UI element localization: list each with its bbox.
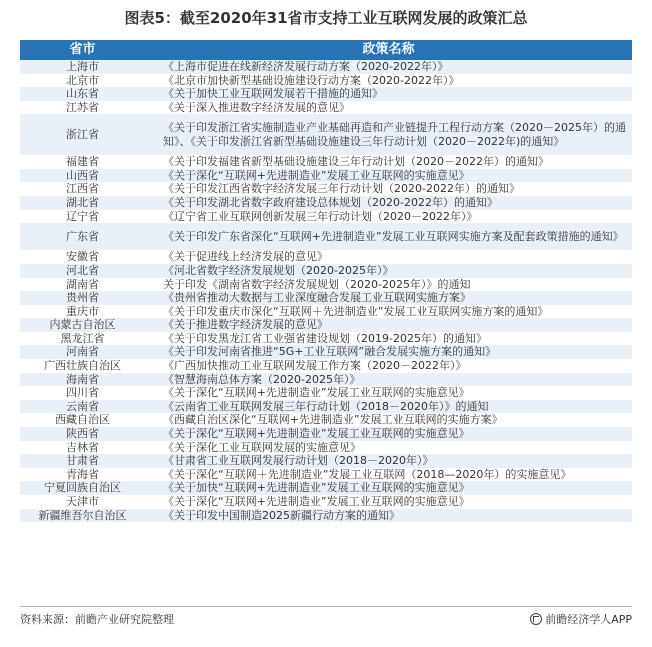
province-cell: 河北省 xyxy=(66,263,99,277)
province-cell: 山西省 xyxy=(66,168,99,182)
province-cell: 福建省 xyxy=(66,155,99,169)
province-cell: 海南省 xyxy=(66,372,99,386)
table-row xyxy=(20,291,632,305)
policy-cell: 《关于加快“互联网+先进制造业”发展工业互联网的实施意见》 xyxy=(163,481,470,495)
province-cell: 甘肃省 xyxy=(66,454,99,468)
table-row xyxy=(20,278,632,292)
table-row xyxy=(20,182,632,196)
table-row xyxy=(20,114,632,155)
province-cell: 内蒙古自治区 xyxy=(49,318,116,332)
province-cell: 辽宁省 xyxy=(66,209,99,223)
table-row xyxy=(20,400,632,414)
policy-cell: 《关于印发黑龙江省工业强省建设规划（2019-2025年）的通知》 xyxy=(163,331,487,345)
policy-cell: 《关于深化“互联网＋先进制造业”发展工业互联网（2018—2020年）的实施意见》 xyxy=(163,467,572,481)
table-row xyxy=(20,210,632,224)
table-row xyxy=(20,223,632,250)
table-row xyxy=(20,386,632,400)
table-row xyxy=(20,509,632,523)
brand-name: 前瞻经济学人APP xyxy=(545,612,632,626)
policy-cell: 《关于深化工业互联网发展的实施意见》 xyxy=(163,440,361,454)
policy-cell: 《关于深化“互联网+先进制造业”发展工业互联网的实施意见》 xyxy=(163,427,470,441)
policy-cell: 《关于印发江西省数字经济发展三年行动计划（2020-2022年）的通知》 xyxy=(163,182,520,196)
province-cell: 湖南省 xyxy=(66,277,99,291)
table-row xyxy=(20,454,632,468)
policy-cell: 《云南省工业互联网发展三年行动计划（2018－2020年）》的通知 xyxy=(163,399,489,413)
policy-cell: 《甘肃省工业互联网发展行动计划（2018－2020年）》 xyxy=(163,454,434,468)
header-province: 省市 xyxy=(69,42,96,57)
policy-cell: 《关于加快工业互联网发展若干措施的通知》 xyxy=(163,87,383,101)
province-cell: 江苏省 xyxy=(66,100,99,114)
province-cell: 上海市 xyxy=(66,60,99,73)
table-row xyxy=(20,345,632,359)
table-row xyxy=(20,155,632,169)
source-note: 资料来源：前瞻产业研究院整理 xyxy=(20,612,174,626)
policy-cell: 《北京市加快新型基础设施建设行动方案（2020-2022年）》 xyxy=(163,73,460,87)
table-row xyxy=(20,318,632,332)
province-cell: 安徽省 xyxy=(66,250,99,264)
table-row xyxy=(20,413,632,427)
table-row xyxy=(20,196,632,210)
policy-cell: 《关于印发福建省新型基础设施建设三年行动计划（2020－2022年）的通知》 xyxy=(163,155,549,169)
table-header xyxy=(20,40,632,60)
policy-cell: 《关于促进线上经济发展的意见》 xyxy=(163,250,328,264)
province-cell: 宁夏回族自治区 xyxy=(44,481,121,495)
policy-cell: 《智慧海南总体方案（2020-2025年）》 xyxy=(163,372,361,386)
province-cell: 四川省 xyxy=(66,386,99,400)
header-policy: 政策名称 xyxy=(362,42,415,57)
province-cell: 湖北省 xyxy=(66,195,99,209)
policy-cell: 《关于印发湖北省数字政府建设总体规划（2020-2022年）的通知》 xyxy=(163,195,498,209)
policy-cell: 《关于印发河南省推进“5G+工业互联网”融合发展实施方案的通知》 xyxy=(163,345,497,359)
brand xyxy=(530,611,632,627)
province-cell: 云南省 xyxy=(66,399,99,413)
policy-cell: 《上海市促进在线新经济发展行动方案（2020-2022年）》 xyxy=(163,60,449,73)
policy-cell: 关于印发《湖南省数字经济发展规划（2020-2025年）》的通知 xyxy=(163,277,471,291)
table-row xyxy=(20,74,632,88)
province-cell: 广西壮族自治区 xyxy=(44,359,121,373)
province-cell: 广东省 xyxy=(66,229,99,243)
policy-cell: 《关于印发浙江省实施制造业产业基础再造和产业链提升工程行动方案（2020－2025年）的通知》、《关于印发浙江省新型基础设施建设三年行动计划（2020－2022年)的通知》 xyxy=(163,121,626,148)
policy-cell: 《辽宁省工业互联网创新发展三年行动计划（2020－2022年）》 xyxy=(163,209,478,223)
province-cell: 西藏自治区 xyxy=(55,413,110,427)
policy-cell: 《关于印发广东省深化“互联网+先进制造业”发展工业互联网实施方案及配套政策措施的通知》 xyxy=(163,229,624,243)
policy-cell: 《关于深化“互联网+先进制造业”发展工业互联网的实施意见》 xyxy=(163,386,470,400)
province-cell: 新疆维吾尔自治区 xyxy=(38,508,127,522)
table-row xyxy=(20,332,632,346)
province-cell: 江西省 xyxy=(66,182,99,196)
policy-cell: 《西藏自治区深化“互联网+先进制造业”发展工业互联网的实施方案》 xyxy=(163,413,503,427)
footer xyxy=(20,606,632,630)
table-row xyxy=(20,101,632,115)
table-row xyxy=(20,373,632,387)
province-cell: 浙江省 xyxy=(66,127,99,141)
policy-cell: 《关于深化“互联网+先进制造业”发展工业互联网的实施意见》 xyxy=(163,168,470,182)
table-row xyxy=(20,87,632,101)
table-row xyxy=(20,305,632,319)
policy-cell: 《关于深入推进数字经济发展的意见》 xyxy=(163,100,350,114)
table-row xyxy=(20,264,632,278)
province-cell: 河南省 xyxy=(66,345,99,359)
province-cell: 北京市 xyxy=(66,73,99,87)
province-cell: 青海省 xyxy=(66,467,99,481)
province-cell: 陕西省 xyxy=(66,427,99,441)
province-cell: 山东省 xyxy=(66,87,99,101)
table-row xyxy=(20,495,632,509)
page-title: 图表5：截至2020年31省市支持工业互联网发展的政策汇总 xyxy=(124,9,528,27)
policy-cell: 《广西加快推动工业互联网发展工作方案（2020－2022年）》 xyxy=(163,359,467,373)
table-row xyxy=(20,468,632,482)
policy-table xyxy=(20,40,632,522)
brand-logo-icon xyxy=(530,613,542,625)
province-cell: 重庆市 xyxy=(66,304,99,318)
policy-cell: 《关于深化“互联网+先进制造业”发展工业互联网的实施意见》 xyxy=(163,495,470,509)
table-row xyxy=(20,441,632,455)
table-row xyxy=(20,169,632,183)
policy-cell: 《关于印发重庆市深化“互联网＋先进制造业”发展工业互联网实施方案的通知》 xyxy=(163,304,549,318)
policy-cell: 《关于推进数字经济发展的意见》 xyxy=(163,318,328,332)
province-cell: 黑龙江省 xyxy=(60,331,105,345)
table-row xyxy=(20,60,632,74)
province-cell: 贵州省 xyxy=(66,291,99,305)
table-row xyxy=(20,359,632,373)
policy-cell: 《贵州省推动大数据与工业深度融合发展工业互联网实施方案》 xyxy=(163,291,471,305)
table-row xyxy=(20,481,632,495)
table-row xyxy=(20,250,632,264)
policy-cell: 《河北省数字经济发展规划（2020-2025年）》 xyxy=(163,263,394,277)
province-cell: 吉林省 xyxy=(66,440,99,454)
table-row xyxy=(20,427,632,441)
policy-cell: 《关于印发中国制造2025新疆行动方案的通知》 xyxy=(163,508,400,522)
table-body xyxy=(20,60,632,522)
province-cell: 天津市 xyxy=(66,495,99,509)
